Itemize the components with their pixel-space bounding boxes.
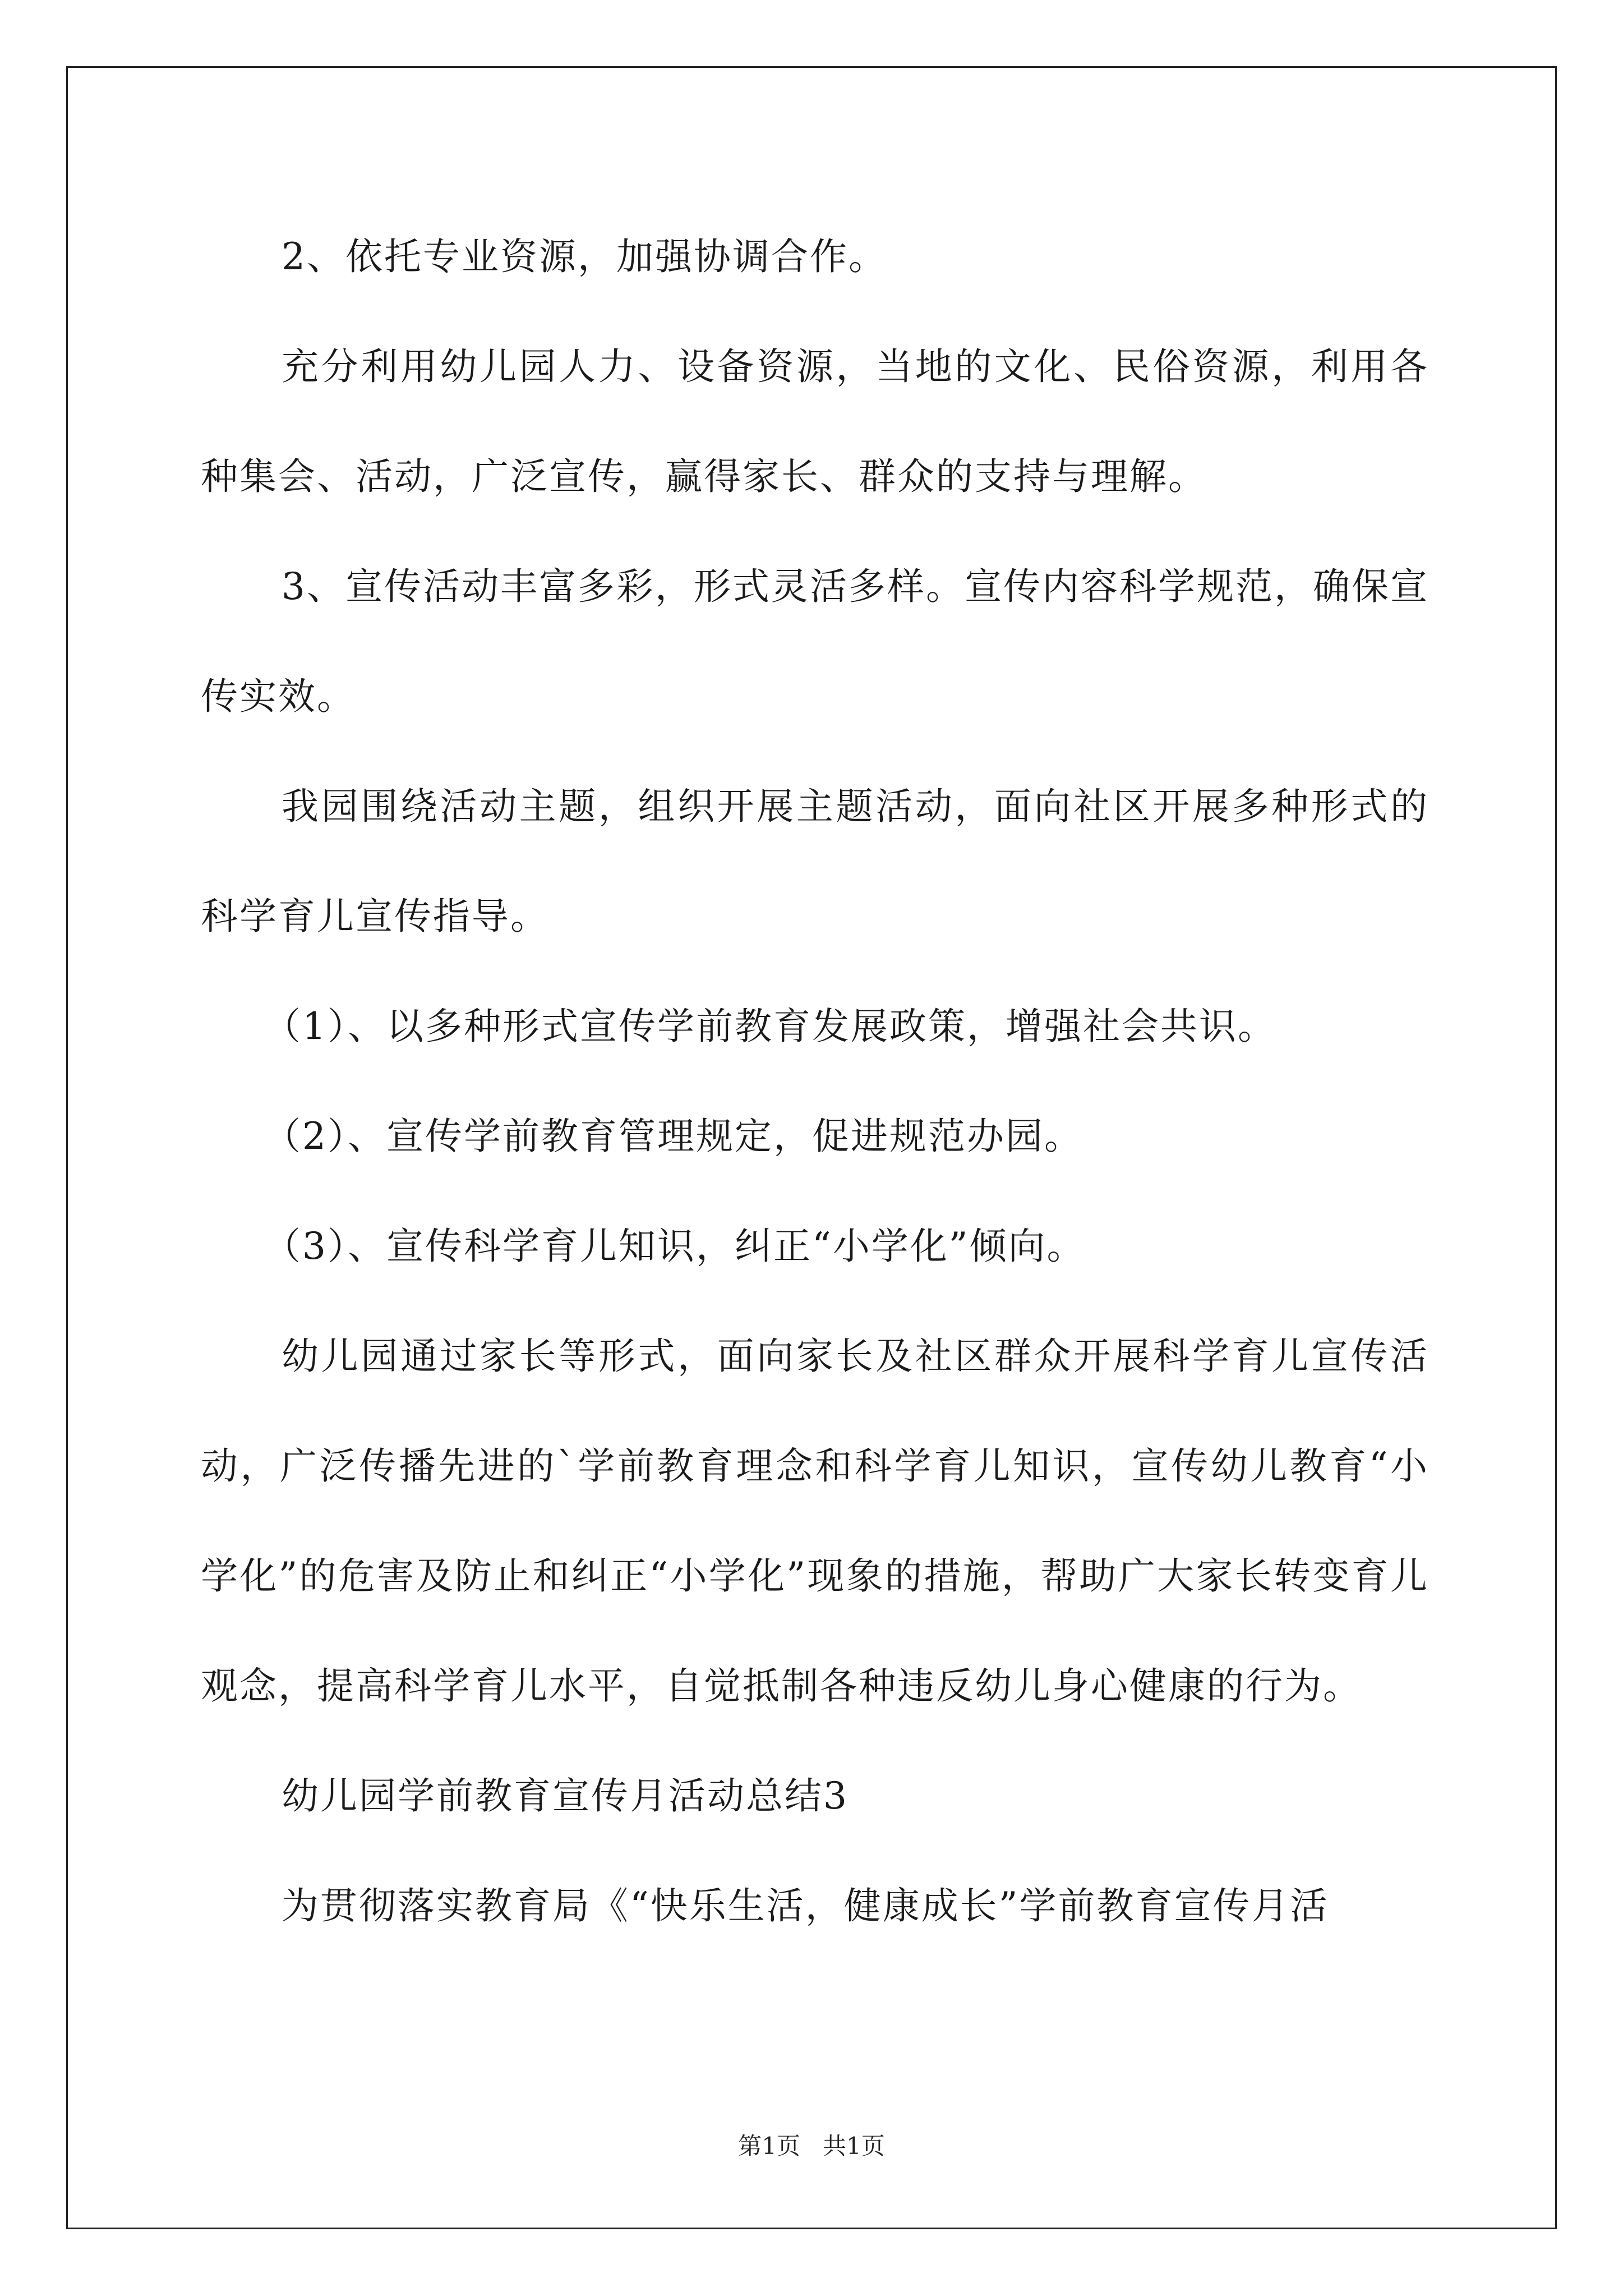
document-body bbox=[201, 202, 1429, 1961]
paragraph: 充分利用幼儿园人力、设备资源，当地的文化、民俗资源，利用各种集会、活动，广泛宣传，赢得家长、群众的支持与理解。 bbox=[201, 345, 1429, 498]
paragraph: 为贯彻落实教育局《“快乐生活，健康成长”学前教育宣传月活 bbox=[282, 1884, 1329, 1927]
paragraph: 3、宣传活动丰富多彩，形式灵活多样。宣传内容科学规范，确保宣传实效。 bbox=[201, 565, 1429, 718]
paragraph: （1）、以多种形式宣传学前教育发展政策，增强社会共识。 bbox=[264, 1005, 1276, 1048]
section-heading: 幼儿园学前教育宣传月活动总结3 bbox=[282, 1774, 849, 1818]
page-number-current: 第1页 bbox=[738, 2132, 800, 2160]
paragraph: （2）、宣传学前教育管理规定，促进规范办园。 bbox=[264, 1115, 1083, 1158]
paragraph: 幼儿园通过家长等形式，面向家长及社区群众开展科学育儿宣传活动，广泛传播先进的`学前教育理念和科学育儿知识，宣传幼儿教育“小学化”的危害及防止和纠正“小学化”现象的措施，帮助广大家长转变育儿观念，提高科学育儿水平，自觉抵制各种违反幼儿身心健康的行为。 bbox=[201, 1335, 1429, 1708]
paragraph: 2、依托专业资源，加强协调合作。 bbox=[282, 235, 887, 278]
page-number-total: 共1页 bbox=[823, 2132, 885, 2160]
paragraph: （3）、宣传科学育儿知识，纠正“小学化”倾向。 bbox=[264, 1225, 1086, 1268]
page-footer bbox=[0, 2129, 1623, 2163]
paragraph: 我园围绕活动主题，组织开展主题活动，面向社区开展多种形式的科学育儿宣传指导。 bbox=[201, 785, 1429, 938]
